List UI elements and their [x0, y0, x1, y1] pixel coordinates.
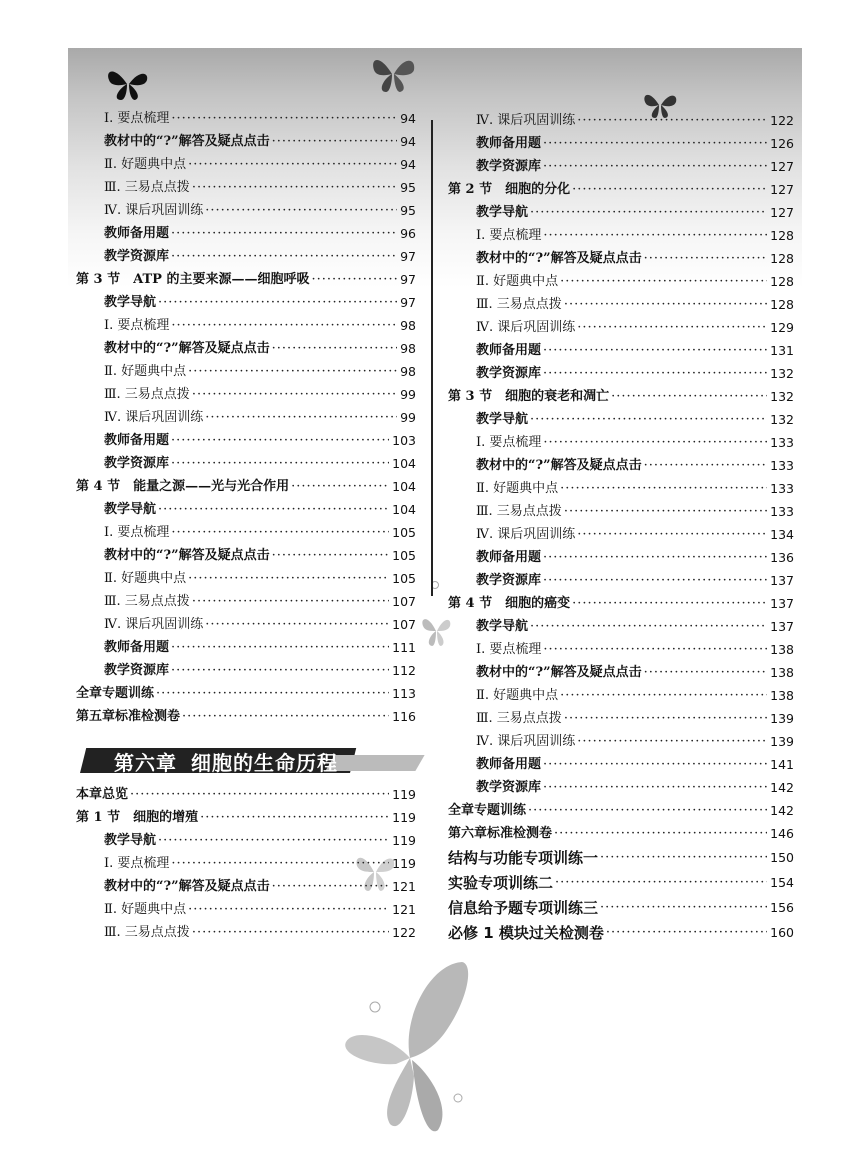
- toc-leader-dots: [555, 872, 767, 894]
- toc-entry-title: Ⅱ. 好题典中点: [476, 481, 559, 496]
- toc-entry[interactable]: [104, 853, 416, 875]
- toc-entry-title: 教材中的“?”解答及疑点点击: [476, 251, 642, 266]
- toc-entry-title: Ⅳ. 课后巩固训练: [104, 410, 204, 425]
- toc-leader-dots: [171, 108, 397, 130]
- toc-page-number: 139: [770, 711, 794, 726]
- toc-entry[interactable]: [476, 708, 794, 730]
- toc-page-number: 133: [770, 481, 794, 496]
- toc-page-number: 126: [770, 136, 794, 151]
- toc-leader-dots: [182, 706, 389, 728]
- toc-leader-dots: [272, 876, 390, 898]
- toc-page-number: 104: [392, 479, 416, 494]
- toc-entry-title: 教师备用题: [104, 640, 170, 655]
- toc-entry[interactable]: [76, 706, 416, 728]
- toc-leader-dots: [311, 269, 397, 291]
- toc-page-number: 129: [770, 320, 794, 335]
- toc-entry-title: 教学资源库: [476, 573, 542, 588]
- butterfly-icon: [368, 52, 418, 96]
- toc-page-number: 119: [392, 856, 416, 871]
- toc-entry-title: 教学导航: [476, 619, 529, 634]
- toc-page-number: 132: [770, 412, 794, 427]
- toc-entry-title: 教学资源库: [104, 663, 170, 678]
- toc-entry[interactable]: [448, 847, 794, 869]
- toc-page-number: 138: [770, 665, 794, 680]
- toc-entry-title: 教学资源库: [104, 456, 170, 471]
- toc-entry[interactable]: [104, 108, 416, 130]
- toc-entry-title: Ⅱ. 好题典中点: [476, 688, 559, 703]
- toc-page-number: 112: [392, 663, 416, 678]
- toc-page-number: 122: [392, 925, 416, 940]
- toc-entry[interactable]: [76, 269, 416, 291]
- toc-entry-title: 必修 1 模块过关检测卷: [448, 924, 604, 942]
- toc-leader-dots: [600, 897, 767, 919]
- toc-page-number: 139: [770, 734, 794, 749]
- toc-entry[interactable]: [104, 131, 416, 153]
- toc-entry-title: 教师备用题: [476, 136, 542, 151]
- toc-entry[interactable]: [104, 407, 416, 429]
- toc-leader-dots: [171, 853, 389, 875]
- toc-leader-dots: [543, 363, 767, 385]
- toc-leader-dots: [130, 784, 389, 806]
- toc-entry[interactable]: [476, 570, 794, 592]
- toc-entry[interactable]: [104, 522, 416, 544]
- toc-leader-dots: [560, 271, 767, 293]
- toc-entry[interactable]: [104, 223, 416, 245]
- toc-leader-dots: [644, 455, 768, 477]
- toc-entry-title: 教学资源库: [476, 159, 542, 174]
- toc-entry[interactable]: [104, 384, 416, 406]
- toc-entry[interactable]: [104, 876, 416, 898]
- toc-entry-title: Ⅰ. 要点梳理: [476, 435, 542, 450]
- toc-leader-dots: [158, 292, 397, 314]
- toc-page-number: 133: [770, 435, 794, 450]
- toc-entry-title: 结构与功能专项训练一: [448, 849, 599, 867]
- toc-page-number: 95: [400, 203, 416, 218]
- toc-page-number: 97: [400, 295, 416, 310]
- toc-entry-title: 全章专题训练: [76, 686, 155, 701]
- toc-entry-title: Ⅳ. 课后巩固训练: [104, 203, 204, 218]
- toc-page-number: 128: [770, 297, 794, 312]
- toc-leader-dots: [188, 899, 389, 921]
- toc-page-number: 154: [770, 875, 794, 890]
- toc-entry[interactable]: [476, 478, 794, 500]
- toc-page-number: 105: [392, 548, 416, 563]
- toc-leader-dots: [156, 683, 389, 705]
- toc-entry[interactable]: [104, 338, 416, 360]
- toc-entry[interactable]: [476, 225, 794, 247]
- toc-page-number: 94: [400, 134, 416, 149]
- toc-leader-dots: [577, 731, 767, 753]
- chapter-number: 第六章: [114, 751, 177, 775]
- toc-entry[interactable]: [476, 271, 794, 293]
- toc-leader-dots: [171, 223, 397, 245]
- toc-page-number: 105: [392, 525, 416, 540]
- toc-leader-dots: [543, 133, 767, 155]
- toc-entry-title: Ⅱ. 好题典中点: [104, 902, 187, 917]
- toc-entry[interactable]: [104, 292, 416, 314]
- toc-entry-title: 教材中的“?”解答及疑点点击: [104, 548, 270, 563]
- toc-page-number: 131: [770, 343, 794, 358]
- toc-page-number: 104: [392, 502, 416, 517]
- toc-leader-dots: [272, 131, 398, 153]
- toc-entry[interactable]: [476, 455, 794, 477]
- toc-page-number: 134: [770, 527, 794, 542]
- toc-page-number: 119: [392, 810, 416, 825]
- toc-leader-dots: [572, 179, 767, 201]
- chapter-banner-label: [114, 747, 338, 776]
- toc-entry-title: Ⅲ. 三易点点拨: [104, 594, 190, 609]
- toc-page-number: 99: [400, 410, 416, 425]
- toc-leader-dots: [644, 662, 768, 684]
- toc-leader-dots: [577, 110, 767, 132]
- toc-page-number: 128: [770, 251, 794, 266]
- toc-page-number: 142: [770, 803, 794, 818]
- toc-page-number: 116: [392, 709, 416, 724]
- toc-entry[interactable]: [476, 110, 794, 132]
- toc-page-number: 128: [770, 274, 794, 289]
- toc-page-number: 119: [392, 833, 416, 848]
- toc-entry[interactable]: [476, 731, 794, 753]
- toc-entry[interactable]: [476, 501, 794, 523]
- toc-leader-dots: [577, 524, 767, 546]
- toc-entry[interactable]: [104, 830, 416, 852]
- toc-page-number: 133: [770, 458, 794, 473]
- toc-page-number: 141: [770, 757, 794, 772]
- toc-leader-dots: [192, 177, 397, 199]
- toc-leader-dots: [291, 476, 389, 498]
- toc-leader-dots: [530, 202, 767, 224]
- toc-page-number: 107: [392, 594, 416, 609]
- toc-page-number: 137: [770, 596, 794, 611]
- toc-entry-title: 教学导航: [476, 412, 529, 427]
- toc-leader-dots: [554, 823, 767, 845]
- toc-entry-title: 教师备用题: [476, 550, 542, 565]
- toc-page-number: 119: [392, 787, 416, 802]
- toc-entry[interactable]: [448, 922, 794, 944]
- toc-entry-title: Ⅲ. 三易点点拨: [476, 297, 562, 312]
- toc-leader-dots: [171, 453, 389, 475]
- chapter-banner: [80, 745, 420, 775]
- toc-page-number: 97: [400, 272, 416, 287]
- toc-entry-title: 教师备用题: [476, 343, 542, 358]
- chapter-title: 细胞的生命历程: [191, 751, 338, 775]
- toc-entry-title: Ⅲ. 三易点点拨: [104, 925, 190, 940]
- toc-leader-dots: [530, 409, 767, 431]
- toc-entry-title: 全章专题训练: [448, 803, 527, 818]
- toc-page-number: 138: [770, 642, 794, 657]
- toc-page-number: 96: [400, 226, 416, 241]
- toc-entry[interactable]: [476, 662, 794, 684]
- toc-page-number: 137: [770, 573, 794, 588]
- toc-entry-title: 第 3 节 细胞的衰老和凋亡: [448, 389, 610, 404]
- toc-entry[interactable]: [104, 430, 416, 452]
- toc-entry-title: 教材中的“?”解答及疑点点击: [104, 341, 270, 356]
- toc-entry[interactable]: [104, 922, 416, 944]
- toc-entry[interactable]: [104, 361, 416, 383]
- toc-page-number: 150: [770, 850, 794, 865]
- toc-entry[interactable]: [104, 637, 416, 659]
- toc-leader-dots: [192, 591, 389, 613]
- toc-entry-title: 教材中的“?”解答及疑点点击: [104, 879, 270, 894]
- toc-entry-title: 教师备用题: [476, 757, 542, 772]
- toc-page-number: 127: [770, 182, 794, 197]
- toc-page-number: 113: [392, 686, 416, 701]
- toc-entry[interactable]: [476, 317, 794, 339]
- toc-entry[interactable]: [104, 660, 416, 682]
- toc-page-number: 160: [770, 925, 794, 940]
- toc-page-number: 128: [770, 228, 794, 243]
- toc-page-number: 136: [770, 550, 794, 565]
- toc-entry-title: 本章总览: [76, 787, 129, 802]
- toc-entry[interactable]: [76, 784, 416, 806]
- toc-entry-title: 教师备用题: [104, 226, 170, 241]
- toc-entry-title: 教学导航: [104, 502, 157, 517]
- toc-page-number: 104: [392, 456, 416, 471]
- toc-entry-title: 第 4 节 能量之源——光与光合作用: [76, 479, 290, 494]
- toc-entry[interactable]: [476, 202, 794, 224]
- toc-leader-dots: [560, 478, 767, 500]
- toc-entry-title: 实验专项训练二: [448, 874, 554, 892]
- toc-entry-title: 教学导航: [104, 295, 157, 310]
- toc-entry[interactable]: [104, 246, 416, 268]
- toc-leader-dots: [644, 248, 768, 270]
- toc-entry-title: Ⅰ. 要点梳理: [104, 318, 170, 333]
- toc-entry[interactable]: [476, 248, 794, 270]
- toc-leader-dots: [543, 547, 767, 569]
- chapter-banner-accent: [325, 755, 424, 771]
- toc-entry[interactable]: [476, 685, 794, 707]
- toc-entry[interactable]: [104, 200, 416, 222]
- toc-entry[interactable]: [104, 177, 416, 199]
- toc-entry-title: 教学资源库: [104, 249, 170, 264]
- toc-leader-dots: [272, 545, 390, 567]
- toc-entry[interactable]: [104, 899, 416, 921]
- toc-page-number: 127: [770, 205, 794, 220]
- toc-page-number: 121: [392, 902, 416, 917]
- toc-page-number: 94: [400, 111, 416, 126]
- toc-entry[interactable]: [448, 897, 794, 919]
- toc-leader-dots: [564, 294, 767, 316]
- toc-entry[interactable]: [448, 593, 794, 615]
- toc-leader-dots: [543, 225, 767, 247]
- toc-leader-dots: [543, 754, 767, 776]
- toc-page-number: 138: [770, 688, 794, 703]
- toc-entry-title: Ⅲ. 三易点点拨: [104, 387, 190, 402]
- toc-entry-title: Ⅱ. 好题典中点: [476, 274, 559, 289]
- toc-entry-title: 第 2 节 细胞的分化: [448, 182, 571, 197]
- toc-entry-title: 信息给予题专项训练三: [448, 899, 599, 917]
- toc-page-number: 103: [392, 433, 416, 448]
- toc-page-number: 95: [400, 180, 416, 195]
- toc-entry[interactable]: [104, 154, 416, 176]
- toc-leader-dots: [171, 660, 389, 682]
- toc-leader-dots: [600, 847, 767, 869]
- toc-page-number: 111: [392, 640, 416, 655]
- toc-leader-dots: [171, 522, 389, 544]
- toc-entry[interactable]: [476, 363, 794, 385]
- toc-page-number: 122: [770, 113, 794, 128]
- toc-entry-title: 第五章标准检测卷: [76, 709, 181, 724]
- toc-entry-title: Ⅰ. 要点梳理: [104, 111, 170, 126]
- toc-entry[interactable]: [448, 872, 794, 894]
- toc-leader-dots: [611, 386, 767, 408]
- toc-page-number: 99: [400, 387, 416, 402]
- toc-leader-dots: [543, 639, 767, 661]
- toc-leader-dots: [205, 200, 397, 222]
- toc-leader-dots: [171, 430, 389, 452]
- toc-page-number: 94: [400, 157, 416, 172]
- toc-page-number: 146: [770, 826, 794, 841]
- toc-entry[interactable]: [476, 616, 794, 638]
- toc-entry[interactable]: [476, 639, 794, 661]
- toc-entry[interactable]: [104, 545, 416, 567]
- toc-entry-title: 教学导航: [476, 205, 529, 220]
- toc-entry[interactable]: [104, 315, 416, 337]
- toc-entry[interactable]: [76, 683, 416, 705]
- toc-leader-dots: [543, 340, 767, 362]
- circle-decoration: [368, 1000, 382, 1014]
- toc-entry[interactable]: [76, 476, 416, 498]
- toc-leader-dots: [192, 922, 389, 944]
- toc-entry[interactable]: [104, 568, 416, 590]
- toc-leader-dots: [564, 501, 767, 523]
- toc-entry-title: 教学资源库: [476, 366, 542, 381]
- toc-entry[interactable]: [104, 499, 416, 521]
- toc-page-number: 98: [400, 341, 416, 356]
- toc-entry-title: Ⅳ. 课后巩固训练: [476, 113, 576, 128]
- toc-leader-dots: [200, 807, 389, 829]
- toc-leader-dots: [543, 432, 767, 454]
- toc-entry[interactable]: [104, 591, 416, 613]
- toc-leader-dots: [528, 800, 767, 822]
- toc-entry[interactable]: [476, 294, 794, 316]
- toc-entry-title: 教材中的“?”解答及疑点点击: [104, 134, 270, 149]
- toc-entry-title: Ⅲ. 三易点点拨: [476, 711, 562, 726]
- toc-entry[interactable]: [476, 754, 794, 776]
- toc-entry[interactable]: [476, 133, 794, 155]
- toc-leader-dots: [572, 593, 767, 615]
- toc-leader-dots: [188, 154, 397, 176]
- toc-entry-title: 教材中的“?”解答及疑点点击: [476, 458, 642, 473]
- toc-entry[interactable]: [448, 386, 794, 408]
- toc-leader-dots: [171, 246, 397, 268]
- toc-entry[interactable]: [104, 453, 416, 475]
- toc-entry[interactable]: [76, 807, 416, 829]
- toc-page-number: 97: [400, 249, 416, 264]
- toc-page-number: 127: [770, 159, 794, 174]
- toc-leader-dots: [171, 637, 389, 659]
- toc-leader-dots: [205, 407, 397, 429]
- toc-entry-title: 教学资源库: [476, 780, 542, 795]
- toc-leader-dots: [158, 830, 389, 852]
- toc-entry-title: Ⅰ. 要点梳理: [104, 856, 170, 871]
- circle-decoration: [452, 1092, 464, 1104]
- toc-page-number: 156: [770, 900, 794, 915]
- toc-page-number: 107: [392, 617, 416, 632]
- toc-page-number: 121: [392, 879, 416, 894]
- butterfly-icon: [420, 612, 452, 650]
- toc-entry[interactable]: [476, 340, 794, 362]
- toc-page-number: 142: [770, 780, 794, 795]
- toc-entry-title: Ⅰ. 要点梳理: [476, 642, 542, 657]
- toc-leader-dots: [530, 616, 767, 638]
- toc-leader-dots: [543, 777, 767, 799]
- toc-leader-dots: [564, 708, 767, 730]
- toc-entry-title: Ⅳ. 课后巩固训练: [476, 320, 576, 335]
- toc-entry[interactable]: [476, 524, 794, 546]
- toc-entry[interactable]: [476, 432, 794, 454]
- toc-entry[interactable]: [476, 777, 794, 799]
- toc-entry-title: Ⅲ. 三易点点拨: [476, 504, 562, 519]
- toc-leader-dots: [543, 570, 767, 592]
- toc-leader-dots: [192, 384, 397, 406]
- toc-page-number: 132: [770, 366, 794, 381]
- toc-entry[interactable]: [448, 179, 794, 201]
- toc-page-number: 132: [770, 389, 794, 404]
- toc-page-number: 133: [770, 504, 794, 519]
- toc-leader-dots: [560, 685, 767, 707]
- toc-entry-title: Ⅳ. 课后巩固训练: [476, 734, 576, 749]
- toc-page-number: 137: [770, 619, 794, 634]
- toc-entry[interactable]: [448, 800, 794, 822]
- toc-entry-title: Ⅳ. 课后巩固训练: [104, 617, 204, 632]
- toc-entry[interactable]: [476, 156, 794, 178]
- butterfly-icon: [340, 958, 480, 1138]
- toc-entry[interactable]: [448, 823, 794, 845]
- toc-leader-dots: [205, 614, 389, 636]
- toc-entry-title: 第 3 节 ATP 的主要来源——细胞呼吸: [76, 272, 310, 287]
- toc-page-number: 98: [400, 318, 416, 333]
- toc-entry-title: Ⅱ. 好题典中点: [104, 364, 187, 379]
- toc-entry-title: Ⅲ. 三易点点拨: [104, 180, 190, 195]
- toc-leader-dots: [577, 317, 767, 339]
- toc-leader-dots: [188, 361, 397, 383]
- toc-leader-dots: [158, 499, 389, 521]
- toc-entry-title: Ⅱ. 好题典中点: [104, 157, 187, 172]
- toc-leader-dots: [188, 568, 389, 590]
- toc-entry-title: 第 4 节 细胞的癌变: [448, 596, 571, 611]
- toc-entry-title: 教材中的“?”解答及疑点点击: [476, 665, 642, 680]
- toc-page-number: 105: [392, 571, 416, 586]
- toc-leader-dots: [171, 315, 397, 337]
- toc-entry-title: Ⅰ. 要点梳理: [476, 228, 542, 243]
- toc-entry-title: Ⅱ. 好题典中点: [104, 571, 187, 586]
- toc-page-number: 98: [400, 364, 416, 379]
- column-divider: [431, 120, 433, 596]
- toc-entry-title: 第 1 节 细胞的增殖: [76, 810, 199, 825]
- toc-entry-title: 教学导航: [104, 833, 157, 848]
- toc-entry-title: Ⅰ. 要点梳理: [104, 525, 170, 540]
- toc-leader-dots: [606, 922, 767, 944]
- butterfly-icon: [105, 64, 151, 104]
- toc-leader-dots: [272, 338, 398, 360]
- toc-leader-dots: [543, 156, 767, 178]
- toc-entry[interactable]: [476, 547, 794, 569]
- toc-entry[interactable]: [476, 409, 794, 431]
- toc-entry[interactable]: [104, 614, 416, 636]
- toc-entry-title: 教师备用题: [104, 433, 170, 448]
- toc-entry-title: 第六章标准检测卷: [448, 826, 553, 841]
- toc-entry-title: Ⅳ. 课后巩固训练: [476, 527, 576, 542]
